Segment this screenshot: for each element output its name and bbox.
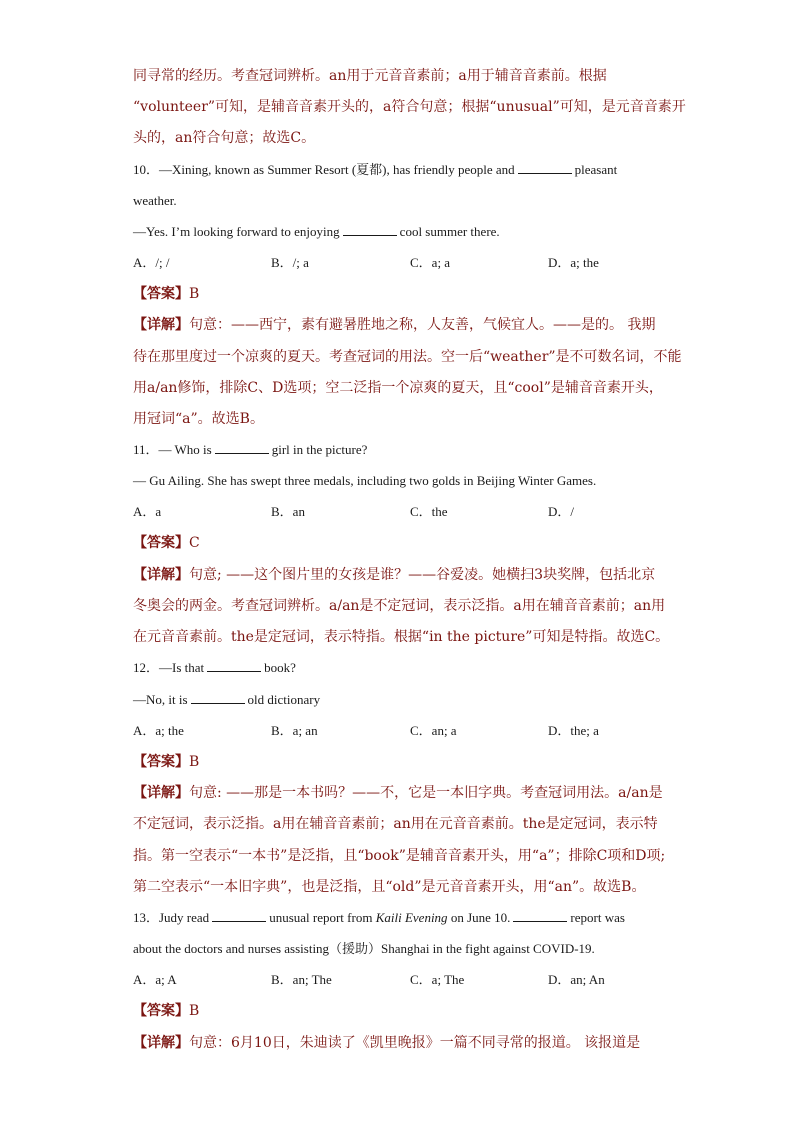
q12-detail-label: 【详解】: [133, 785, 189, 801]
q10-detail-label: 【详解】: [133, 317, 189, 333]
q12-detail-line-3: 指。第一空表示“一本书”是泛指，且“book”是辅音音素开头，用“a”；排除C项和D项;: [133, 848, 666, 864]
q12-blank-2: [191, 691, 245, 704]
q10-detail-text-1: 句意：——西宁，素有避暑胜地之称，人友善，气候宜人。——是的。 我期: [189, 317, 656, 333]
q12-stem: [133, 658, 296, 678]
q11-detail-line-1: [133, 565, 655, 585]
q10-blank-1: [518, 161, 572, 174]
q13-detail-text-1: 句意：6月10日，朱迪读了《凯里晚报》一篇不同寻常的报道。 该报道是: [189, 1035, 641, 1051]
q10-detail-line-3: 用a/an修饰，排除C、D选项；空二泛指一个凉爽的夏天，且“cool”是辅音音素开头，: [133, 380, 663, 396]
q12-detail-line-1: [133, 783, 663, 803]
q13-blank-2: [513, 909, 567, 922]
q13-stem-cont: about the doctors and nurses assisting（援助）Shanghai in the fight against COVID-19.: [133, 941, 595, 956]
q11-option-c: C．the: [410, 504, 448, 519]
q11-blank-1: [215, 441, 269, 454]
q12-option-a: A．a; the: [133, 723, 184, 738]
q11-option-b: B．an: [271, 504, 305, 519]
q12-reply-part-a: —No, it is: [133, 692, 188, 707]
q10-reply: [133, 222, 500, 242]
q12-detail-line-4: 第二空表示“一本旧字典”，也是泛指，且“old”是元音音素开头，用“an”。故选B。: [133, 879, 646, 895]
q13-answer: [133, 1001, 199, 1021]
q10-answer-label: 【答案】: [133, 286, 189, 302]
q13-detail-line-1: [133, 1033, 640, 1053]
q12-option-c: C．an; a: [410, 723, 457, 738]
q13-stem: [133, 908, 625, 928]
q10-answer-value: B: [189, 286, 200, 302]
q11-detail-text-1: 句意; ——这个图片里的女孩是谁？——谷爱凌。她横扫3块奖牌，包括北京: [189, 567, 656, 583]
q10-option-b: B．/; a: [271, 255, 309, 270]
q10-stem-cont: weather.: [133, 193, 177, 208]
q10-stem: [133, 160, 617, 180]
q11-option-a: A．a: [133, 504, 162, 519]
q10-stem-part-b: pleasant: [574, 162, 618, 177]
q11-stem: [133, 440, 367, 460]
q12-detail-line-2: 不定冠词，表示泛指。a用在辅音音素前；an用在元音音素前。the是定冠词，表示特: [133, 816, 658, 832]
q13-stem-part-c: on June 10.: [450, 910, 511, 925]
q13-stem-part-a: 13．Judy read: [133, 910, 210, 925]
prev-detail-line-1: 同寻常的经历。考查冠词辨析。an用于元音音素前；a用于辅音音素前。根据: [133, 68, 607, 84]
q10-option-a: A．/; /: [133, 255, 170, 270]
q10-option-d: D．a; the: [548, 255, 599, 270]
q12-stem-part-a: 12．—Is that: [133, 660, 205, 675]
q11-answer-value: C: [189, 535, 200, 551]
prev-detail-line-3: 头的，an符合句意；故选C。: [133, 130, 316, 146]
q13-option-a: A．a; A: [133, 972, 177, 987]
q13-answer-label: 【答案】: [133, 1003, 189, 1019]
q12-stem-part-b: book?: [264, 660, 296, 675]
q10-answer: [133, 284, 199, 304]
q10-detail-line-4: 用冠词“a”。故选B。: [133, 411, 264, 427]
q10-detail-line-2: 待在那里度过一个凉爽的夏天。考查冠词的用法。空一后“weather”是不可数名词，不能: [133, 349, 682, 365]
q11-detail-line-2: 冬奥会的两金。考查冠词辨析。a/an是不定冠词，表示泛指。a用在辅音音素前；an用: [133, 598, 666, 614]
q13-stem-part-b: unusual report from: [269, 910, 373, 925]
q13-newspaper-title: Kaili Evening: [375, 910, 448, 925]
q12-answer: [133, 752, 199, 772]
q10-detail-line-1: [133, 315, 655, 335]
q13-option-d: D．an; An: [548, 972, 605, 987]
q12-blank-1: [207, 659, 261, 672]
q13-detail-label: 【详解】: [133, 1035, 189, 1051]
q13-option-b: B．an; The: [271, 972, 332, 987]
q10-reply-part-b: cool summer there.: [399, 224, 500, 239]
q13-answer-value: B: [189, 1003, 200, 1019]
q12-answer-label: 【答案】: [133, 754, 189, 770]
q11-reply: — Gu Ailing. She has swept three medals, including two golds in Beijing Winter Games.: [133, 473, 597, 488]
q10-blank-2: [343, 223, 397, 236]
q13-stem-part-d: report was: [570, 910, 625, 925]
q11-detail-line-3: 在元音音素前。the是定冠词，表示特指。根据“in the picture”可知是特指。故选C。: [133, 629, 670, 645]
q12-option-d: D．the; a: [548, 723, 599, 738]
q12-answer-value: B: [189, 754, 200, 770]
q11-stem-part-a: 11．— Who is: [133, 442, 212, 457]
q10-stem-part-a: 10．—Xining, known as Summer Resort (夏都), has friendly people and: [133, 162, 515, 177]
q12-detail-text-1: 句意: ——那是一本书吗？——不，它是一本旧字典。考查冠词用法。a/an是: [189, 785, 663, 801]
q11-answer-label: 【答案】: [133, 535, 189, 551]
q11-answer: [133, 533, 200, 553]
q12-option-b: B．a; an: [271, 723, 318, 738]
q12-reply-part-b: old dictionary: [247, 692, 321, 707]
prev-detail-line-2: “volunteer”可知，是辅音音素开头的，a符合句意；根据“unusual”可知，是元音音素开: [133, 99, 686, 115]
q10-reply-part-a: —Yes. I’m looking forward to enjoying: [133, 224, 340, 239]
q12-reply: [133, 690, 320, 710]
q13-option-c: C．a; The: [410, 972, 465, 987]
q11-stem-part-b: girl in the picture?: [271, 442, 368, 457]
q11-option-d: D．/: [548, 504, 575, 519]
q10-option-c: C．a; a: [410, 255, 451, 270]
q11-detail-label: 【详解】: [133, 567, 189, 583]
q13-blank-1: [212, 909, 266, 922]
